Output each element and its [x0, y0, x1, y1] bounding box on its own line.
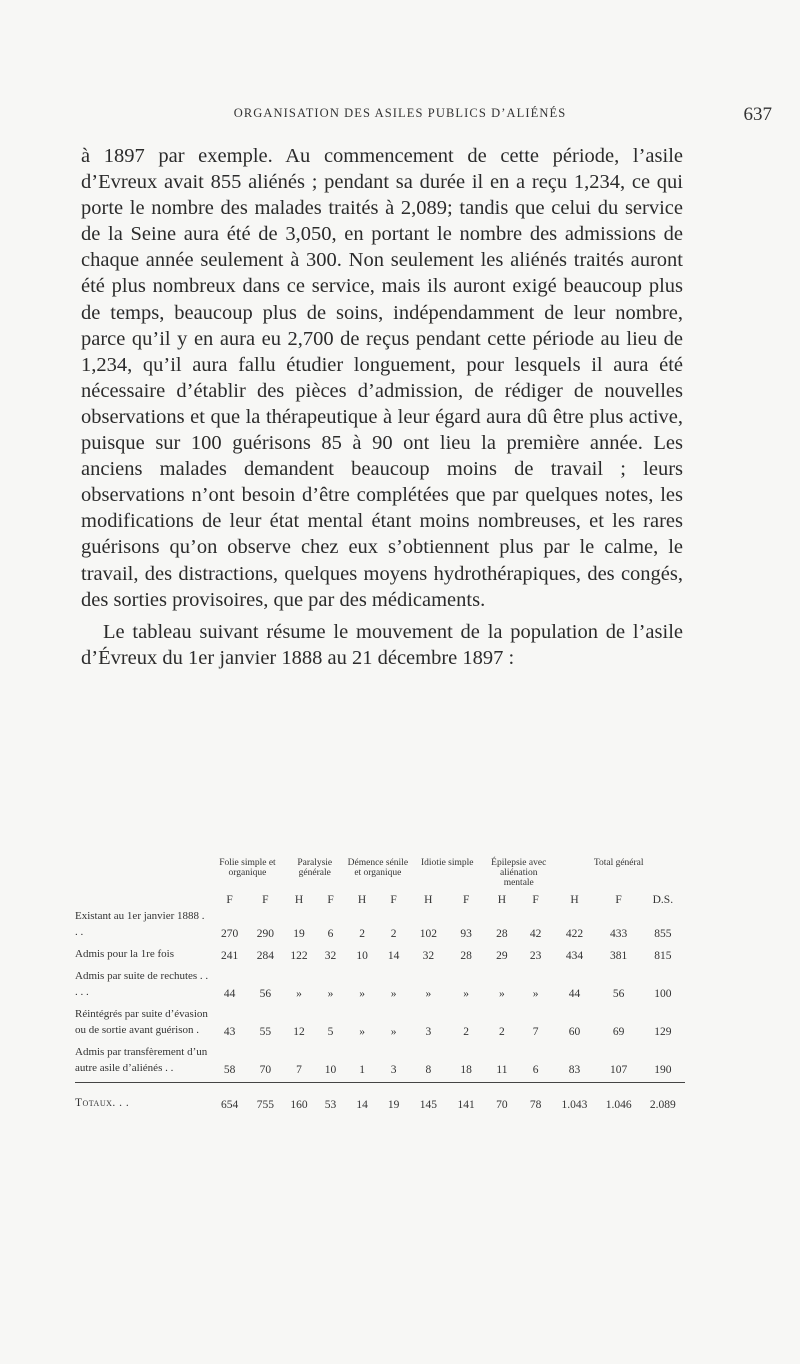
- table-cell: »: [499, 988, 505, 1000]
- table-cell: »: [425, 988, 432, 1000]
- table-cell: 3: [425, 1026, 432, 1038]
- total-cell: 53: [315, 1083, 347, 1112]
- column-header: F: [390, 894, 397, 906]
- table-row: [75, 1006, 685, 1044]
- table-cell: 93: [460, 928, 472, 940]
- table-cell: 5: [327, 1026, 334, 1038]
- column-header: H: [570, 894, 579, 906]
- total-cell: 1.046: [597, 1083, 641, 1112]
- row-label: Réintégrés par suite d’évasion ou de sortie avant guérison .: [75, 1008, 208, 1036]
- total-cell: 78: [519, 1083, 553, 1112]
- total-cell: 145: [409, 1083, 447, 1112]
- total-cell: 14: [346, 1083, 378, 1112]
- table-row: [75, 946, 685, 968]
- table-cell: 100: [654, 988, 672, 1000]
- column-header: F: [327, 894, 334, 906]
- column-header: F: [615, 894, 622, 906]
- table-cell: 23: [529, 950, 542, 962]
- row-label: Existant au 1er janvier 1888 . . .: [75, 910, 205, 938]
- group-header: Paralysie générale: [297, 858, 333, 878]
- table-cell: 855: [654, 928, 672, 940]
- totals-label: Totaux. . .: [75, 1083, 212, 1112]
- table-cell: 29: [496, 950, 508, 962]
- row-label: Admis pour la 1re fois: [75, 948, 174, 960]
- table-cell: 241: [220, 950, 239, 962]
- group-header: Démence sénile et organique: [347, 858, 409, 878]
- row-label: Admis par transfèrement d’un autre asile d’aliénés . .: [75, 1046, 208, 1074]
- table-cell: 129: [654, 1026, 672, 1038]
- table-cell: »: [463, 988, 470, 1000]
- table-cell: 10: [356, 950, 368, 962]
- body-text: [81, 143, 683, 671]
- table-cell: 19: [293, 928, 305, 940]
- table-cell: »: [390, 1026, 397, 1038]
- table-cell: »: [532, 988, 539, 1000]
- total-cell: 2.089: [641, 1083, 685, 1112]
- page-number: 637: [743, 104, 772, 125]
- table-cell: 69: [612, 1026, 625, 1038]
- table-cell: 11: [496, 1064, 508, 1076]
- column-header: D.S.: [652, 894, 674, 906]
- table-cell: 8: [425, 1064, 432, 1076]
- table-cell: »: [359, 988, 365, 1000]
- table-cell: 32: [422, 950, 435, 962]
- table-cell: »: [296, 988, 302, 1000]
- table-cell: 270: [220, 928, 239, 940]
- table-cell: 2: [463, 1026, 470, 1038]
- group-header: Épilepsie avec aliénation mentale: [491, 858, 547, 888]
- table-cell: »: [327, 988, 334, 1000]
- table-cell: 18: [460, 1064, 472, 1076]
- total-cell: 755: [247, 1083, 283, 1112]
- table-cell: 28: [496, 928, 508, 940]
- population-table: [75, 858, 695, 1111]
- totals-row: [75, 1083, 685, 1112]
- table-cell: 102: [419, 928, 437, 940]
- table-cell: 284: [256, 950, 274, 962]
- table-cell: 70: [259, 1064, 272, 1076]
- table-cell: 2: [359, 928, 365, 940]
- table-cell: 381: [610, 950, 628, 962]
- table-cell: 56: [259, 988, 272, 1000]
- total-cell: 1.043: [552, 1083, 596, 1112]
- column-header: F: [462, 894, 470, 906]
- table-cell: 83: [568, 1064, 581, 1076]
- table-cell: 56: [612, 988, 625, 1000]
- table-row: [75, 968, 685, 1006]
- paragraph-2: Le tableau suivant résume le mouvement de la population de l’asile d’Évreux du 1er janvier 1888 au 21 décembre 1897 :: [81, 620, 683, 669]
- movement-table: [75, 858, 685, 1111]
- table-cell: 44: [568, 988, 581, 1000]
- running-head: [0, 104, 800, 128]
- table-cell: 815: [654, 950, 672, 962]
- column-header: H: [294, 894, 304, 906]
- table-cell: 28: [460, 950, 472, 962]
- table-cell: 60: [568, 1026, 581, 1038]
- table-cell: 434: [565, 950, 584, 962]
- table-cell: 32: [324, 950, 337, 962]
- column-header: H: [424, 894, 433, 906]
- total-cell: 654: [212, 1083, 248, 1112]
- column-header: F: [226, 894, 233, 906]
- column-header: F: [262, 894, 269, 906]
- table-cell: 190: [654, 1064, 672, 1076]
- table-cell: 6: [532, 1064, 539, 1076]
- table-cell: 12: [293, 1026, 305, 1038]
- table-cell: 10: [324, 1064, 337, 1076]
- table-cell: 122: [290, 950, 308, 962]
- group-header: Folie simple et organique: [219, 858, 276, 878]
- table-cell: 7: [296, 1064, 302, 1076]
- column-header: F: [532, 894, 539, 906]
- total-cell: 19: [378, 1083, 410, 1112]
- table-cell: 107: [610, 1064, 628, 1076]
- table-cell: 2: [390, 928, 397, 940]
- table-row: [75, 908, 685, 946]
- table-cell: 6: [327, 928, 334, 940]
- table-cell: 55: [259, 1026, 272, 1038]
- total-cell: 70: [485, 1083, 519, 1112]
- total-cell: 160: [283, 1083, 315, 1112]
- group-header: Total général: [593, 858, 644, 868]
- table-cell: 1: [359, 1064, 365, 1076]
- group-header: Idiotie simple: [421, 858, 474, 868]
- column-header: H: [357, 894, 367, 906]
- row-label: Admis par suite de rechutes . . . . .: [75, 970, 209, 998]
- table-cell: 44: [223, 988, 236, 1000]
- table-cell: »: [390, 988, 397, 1000]
- total-cell: 141: [447, 1083, 485, 1112]
- column-header: H: [497, 894, 507, 906]
- running-title: ORGANISATION DES ASILES PUBLICS D’ALIÉNÉS: [233, 106, 567, 120]
- paragraph-1: à 1897 par exemple. Au commencement de cette période, l’asile d’Evreux avait 855 aliénés ; pendant sa durée il en a reçu 1,234, ce qui porte le nombre des malades traités à 2,089; tandis que celui du service de la Seine aura été de 3,050, en portant le nombre des admissions de chaque année seulement à 300. Non seulement les aliénés traités auront été plus nombreux dans ce service, mais ils auront exigé beaucoup plus de temps, beaucoup plus de soins, indépendamment de leur nombre, parce qu’il y en aura eu 2,700 de reçus pendant cette période au lieu de 1,234, qu’il aura fallu étudier longuement, pour lesquels il aura été nécessaire d’établir des pièces d’admission, de rédiger de nouvelles observations et que la thérapeutique à leur égard aura dû être plus active, puisque sur 100 guérisons 85 à 90 ont lieu la première année. Les anciens malades demandent beaucoup moins de travail ; leurs observations n’ont besoin d’être complétées que par quelques notes, les modifications de leur état mental étant moins nombreuses, et les rares guérisons qu’on observe chez eux s’obtiennent plus par le calme, le travail, des distractions, quelques moyens hydrothérapiques, des congés, des sorties provisoires, que par des médicaments.: [81, 145, 683, 611]
- table-cell: 290: [256, 928, 274, 940]
- table-cell: 14: [387, 950, 400, 962]
- table-cell: »: [359, 1026, 365, 1038]
- table-cell: 3: [390, 1064, 397, 1076]
- table-cell: 2: [499, 1026, 505, 1038]
- table-cell: 42: [529, 928, 542, 940]
- table-cell: 58: [223, 1064, 236, 1076]
- table-cell: 7: [532, 1026, 539, 1038]
- table-cell: 433: [610, 928, 628, 940]
- table-cell: 43: [223, 1026, 236, 1038]
- table-cell: 422: [565, 928, 584, 940]
- table-row: [75, 1044, 685, 1083]
